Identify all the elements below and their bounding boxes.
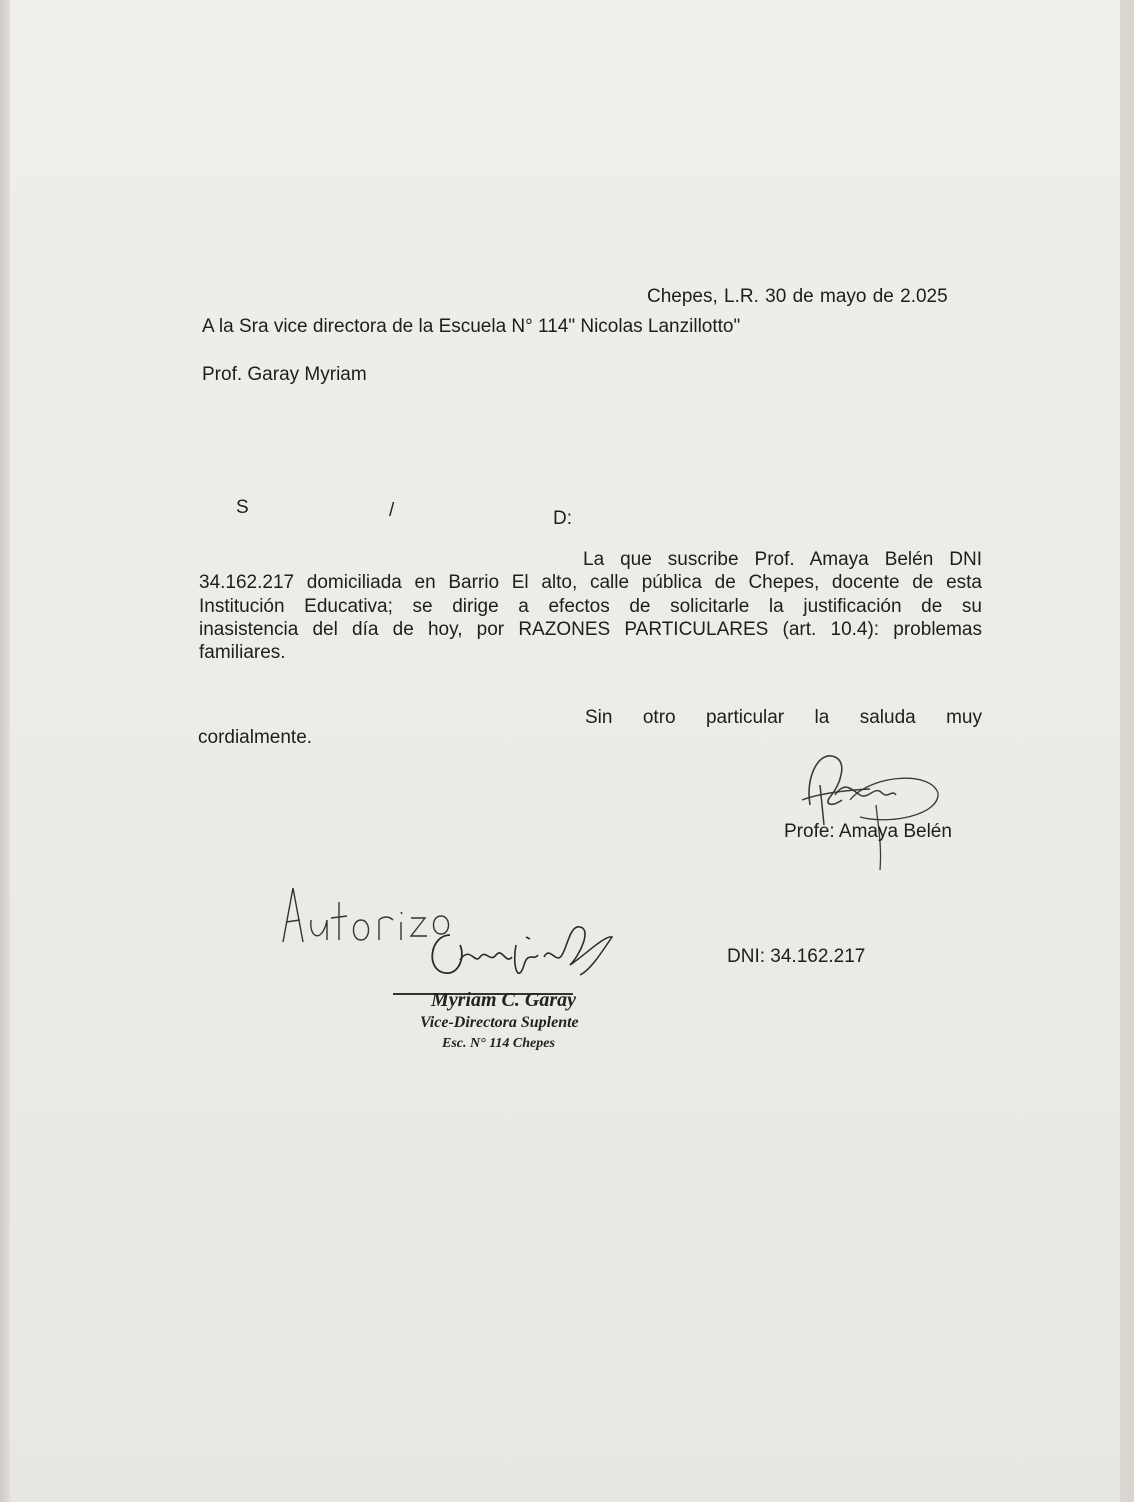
signer-name: Profe: Amaya Belén <box>784 821 952 842</box>
body-line: inasistencia del día de hoy, por RAZONES PARTICULARES (art. 10.4): problemas <box>199 618 982 640</box>
body-line: 34.162.217 domiciliada en Barrio El alto, calle pública de Chepes, docente de esta <box>199 572 982 594</box>
stamp-school: Esc. N° 114 Chepes <box>442 1036 555 1051</box>
closing-first: Sin otro particular la saluda muy <box>585 707 982 728</box>
body-line: Institución Educativa; se dirige a efectos de solicitarle la justificación de su <box>199 595 982 617</box>
body-line: familiares. <box>199 642 286 664</box>
closing-second: cordialmente. <box>198 727 313 748</box>
salutation-slash: / <box>389 500 395 521</box>
salutation-s: S <box>236 497 249 518</box>
letter-body <box>199 548 982 664</box>
signer-dni: DNI: 34.162.217 <box>727 946 866 967</box>
salutation-d: D: <box>553 508 572 529</box>
stamp-name: Myriam C. Garay <box>431 989 576 1011</box>
signer-signature <box>790 745 940 875</box>
recipient-name: Prof. Garay Myriam <box>202 364 367 385</box>
paper-sheet <box>10 0 1120 1502</box>
place-date: Chepes, L.R. 30 de mayo de 2.025 <box>647 286 948 307</box>
recipient-line: A la Sra vice directora de la Escuela N° 114" Nicolas Lanzillotto" <box>202 316 741 337</box>
authorization-signature <box>420 915 620 995</box>
stamp-title: Vice-Directora Suplente <box>420 1014 579 1031</box>
body-line: La que suscribe Prof. Amaya Belén DNI <box>583 549 982 570</box>
